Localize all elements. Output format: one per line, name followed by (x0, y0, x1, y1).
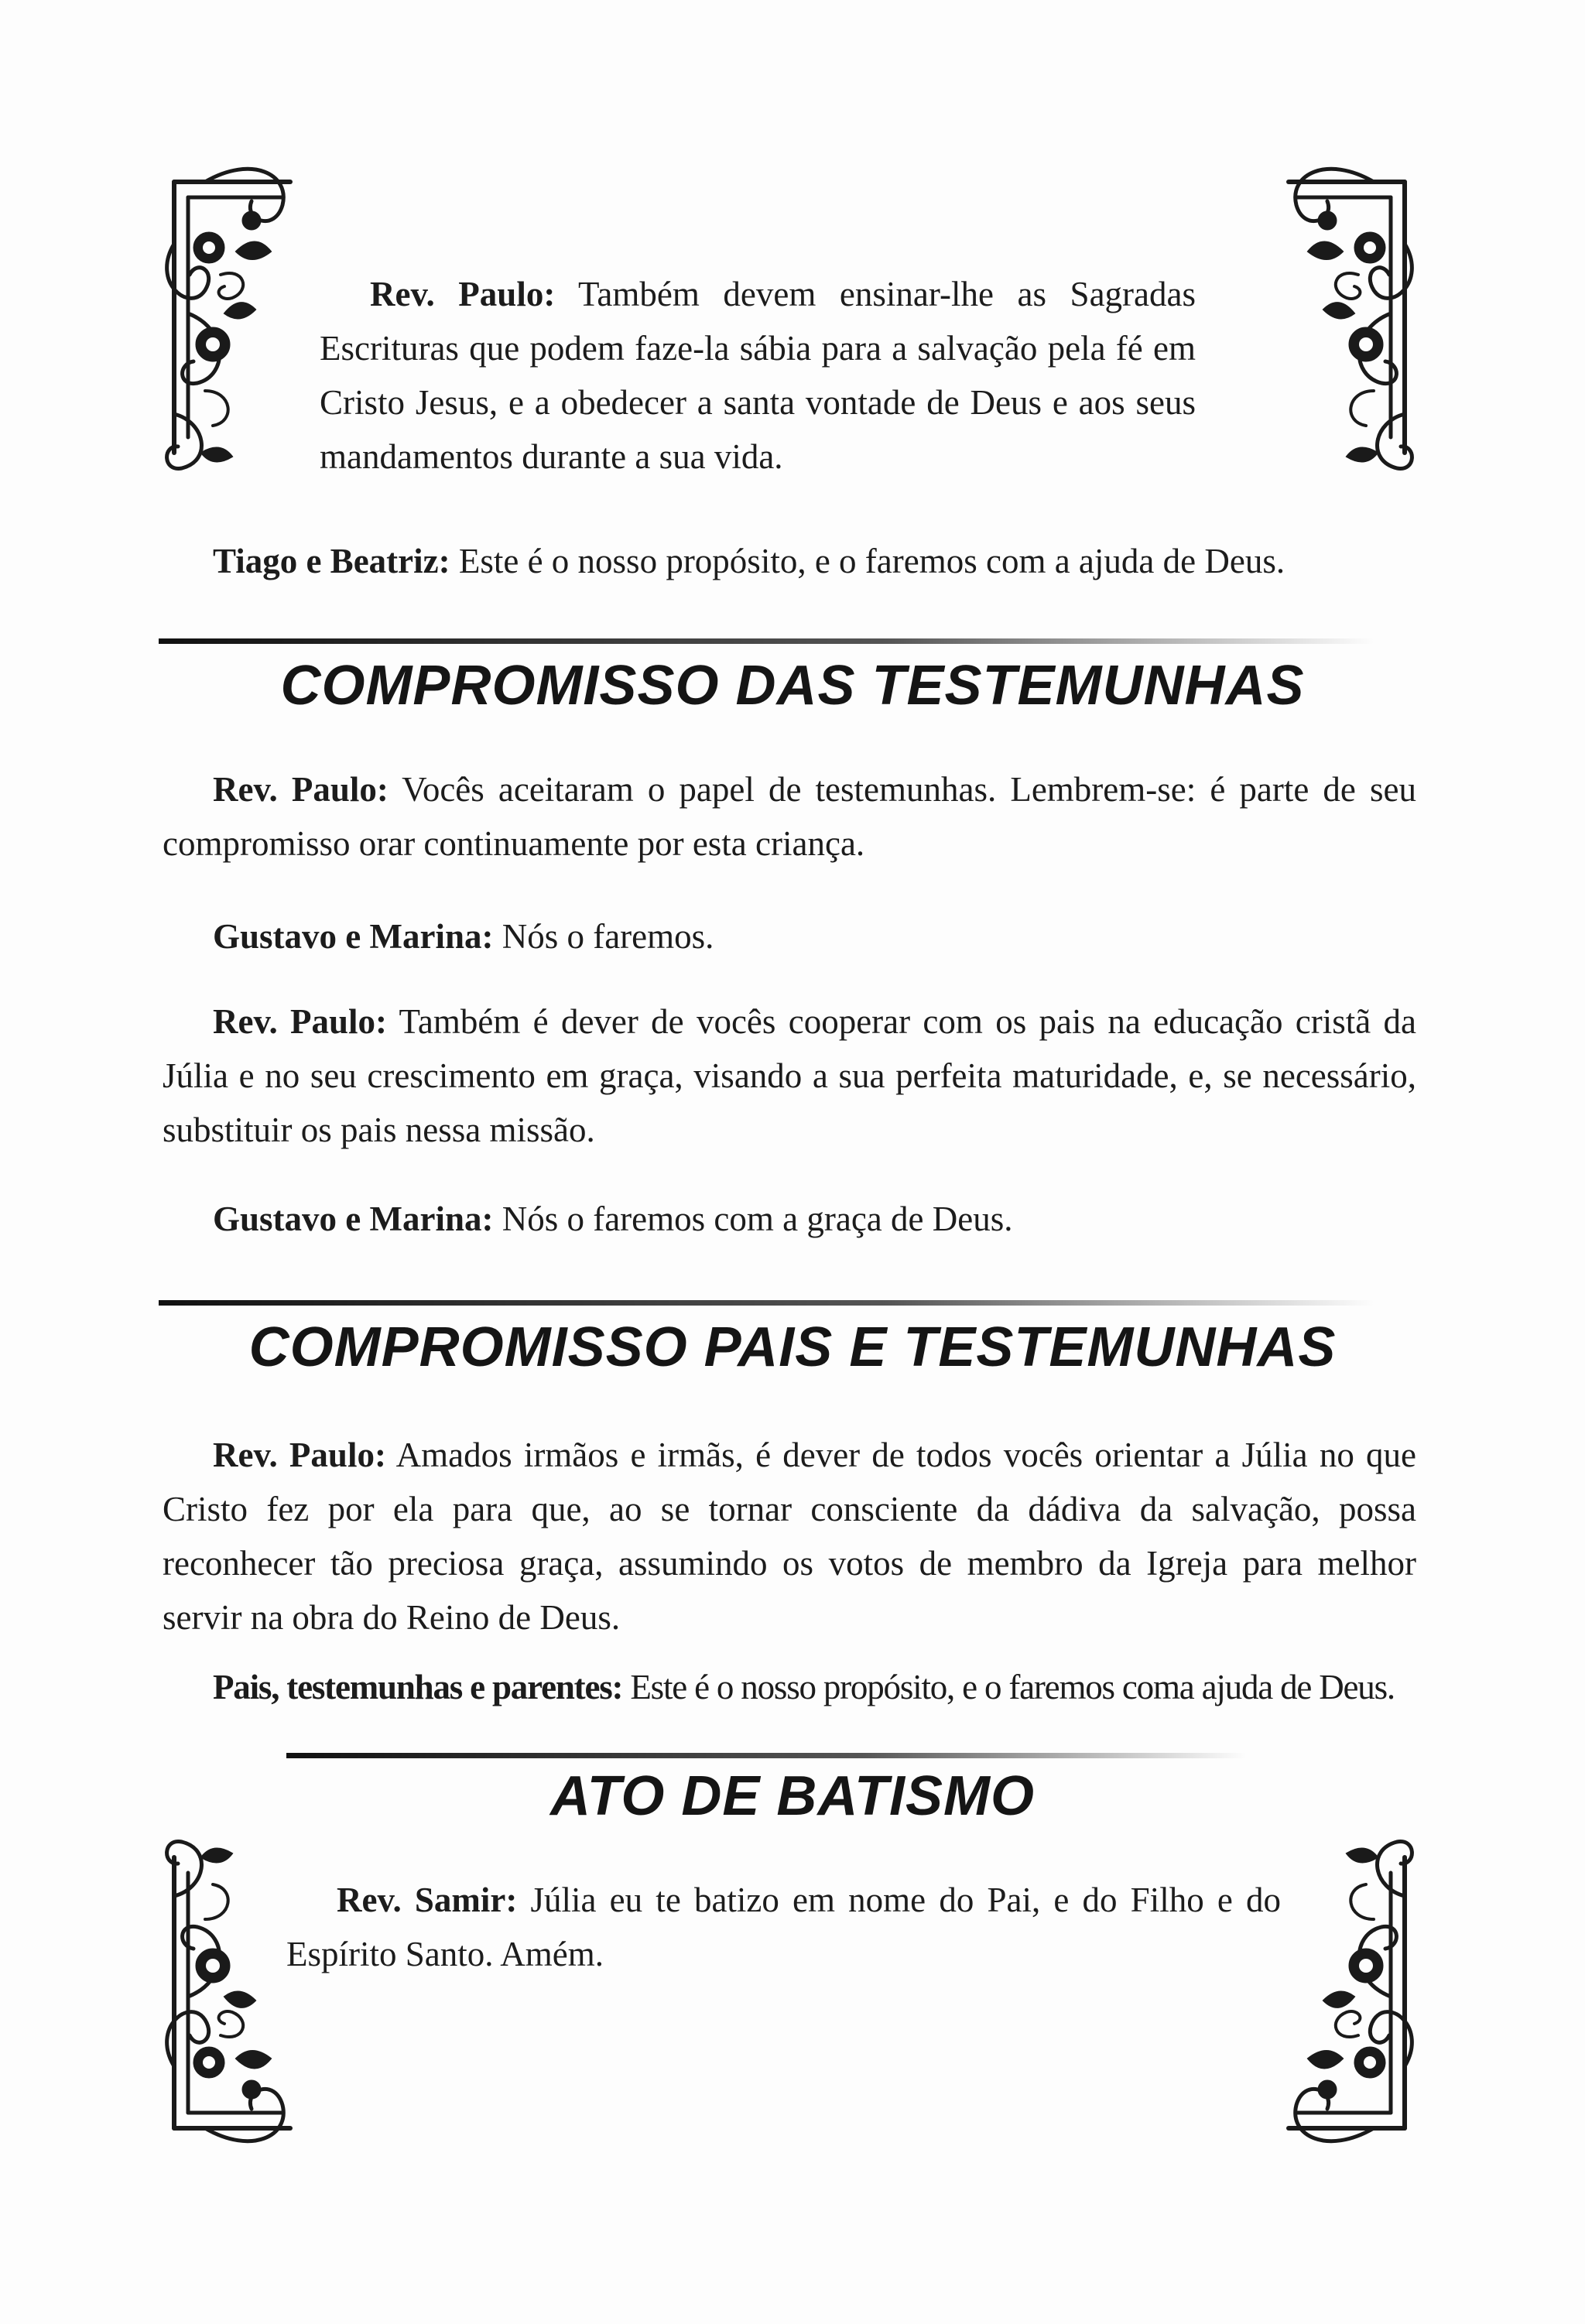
speaker-label: Gustavo e Marina: (213, 917, 494, 956)
paragraph-text: Nós o faremos. (493, 917, 714, 956)
paragraph-tiago-beatriz (163, 534, 1416, 588)
paragraph-text: Este é o nosso propósito, e o faremos coma ajuda de Deus. (622, 1668, 1395, 1706)
speaker-label: Rev. Paulo: (213, 770, 389, 809)
paragraph-rev-paulo-brothers (163, 1428, 1416, 1645)
paragraph-rev-samir-baptism (286, 1873, 1281, 1981)
paragraph-pais-testemunhas (163, 1660, 1416, 1714)
paragraph-rev-paulo-duty (163, 994, 1416, 1157)
paragraph-gustavo-marina (163, 909, 1416, 963)
section-divider (159, 638, 1374, 644)
speaker-label: Rev. Samir: (337, 1881, 518, 1919)
paragraph-text: Vocês aceitaram o papel de testemunhas. Lembrem-se: é parte de seu compromisso orar continuamente por esta criança. (163, 770, 1416, 863)
speaker-label: Gustavo e Marina: (213, 1200, 494, 1238)
paragraph-gustavo-marina-grace (163, 1192, 1416, 1246)
paragraph-rev-paulo-scriptures (320, 267, 1196, 484)
paragraph-text: Este é o nosso propósito, e o faremos com a ajuda de Deus. (450, 542, 1285, 580)
paragraph-text: Também é dever de vocês cooperar com os pais na educação cristã da Júlia e no seu crescimento em graça, visando a sua perfeita maturidade, e, se necessário, substituir os pais nessa missão. (163, 1002, 1416, 1149)
paragraph-text: Nós o faremos com a graça de Deus. (493, 1200, 1013, 1238)
section-divider (159, 1300, 1374, 1306)
paragraph-text: Também devem ensinar-lhe as Sagradas Escrituras que podem faze-la sábia para a salvação pela fé em Cristo Jesus, e a obedecer a santa vontade de Deus e aos seus mandamentos durante a sua vida. (320, 275, 1196, 476)
paragraph-text: Júlia eu te batizo em nome do Pai, e do Filho e do Espírito Santo. Amém. (286, 1881, 1281, 1973)
floral-corner-ornament-icon (1281, 1826, 1420, 2151)
floral-corner-ornament-icon (1281, 159, 1420, 484)
floral-corner-ornament-icon (159, 159, 298, 484)
section-heading: COMPROMISSO PAIS E TESTEMUNHAS (248, 1316, 1337, 1378)
paragraph-text: Amados irmãos e irmãs, é dever de todos vocês orientar a Júlia no que Cristo fez por ela para que, ao se tornar consciente da dádiva da salvação, possa reconhecer tão preciosa graça, assumindo os votos de membro da Igreja para melhor servir na obra do Reino de Deus. (163, 1436, 1416, 1637)
speaker-label: Rev. Paulo: (213, 1002, 388, 1041)
section-heading: COMPROMISSO DAS TESTEMUNHAS (280, 655, 1305, 717)
speaker-label: Tiago e Beatriz: (213, 542, 450, 580)
section-heading: ATO DE BATISMO (550, 1765, 1035, 1827)
paragraph-rev-paulo-witnesses (163, 762, 1416, 871)
speaker-label: Rev. Paulo: (370, 275, 556, 313)
section-divider (286, 1753, 1246, 1758)
floral-corner-ornament-icon (159, 1826, 298, 2151)
speaker-label: Pais, testemunhas e parentes: (213, 1668, 623, 1706)
speaker-label: Rev. Paulo: (213, 1436, 386, 1474)
